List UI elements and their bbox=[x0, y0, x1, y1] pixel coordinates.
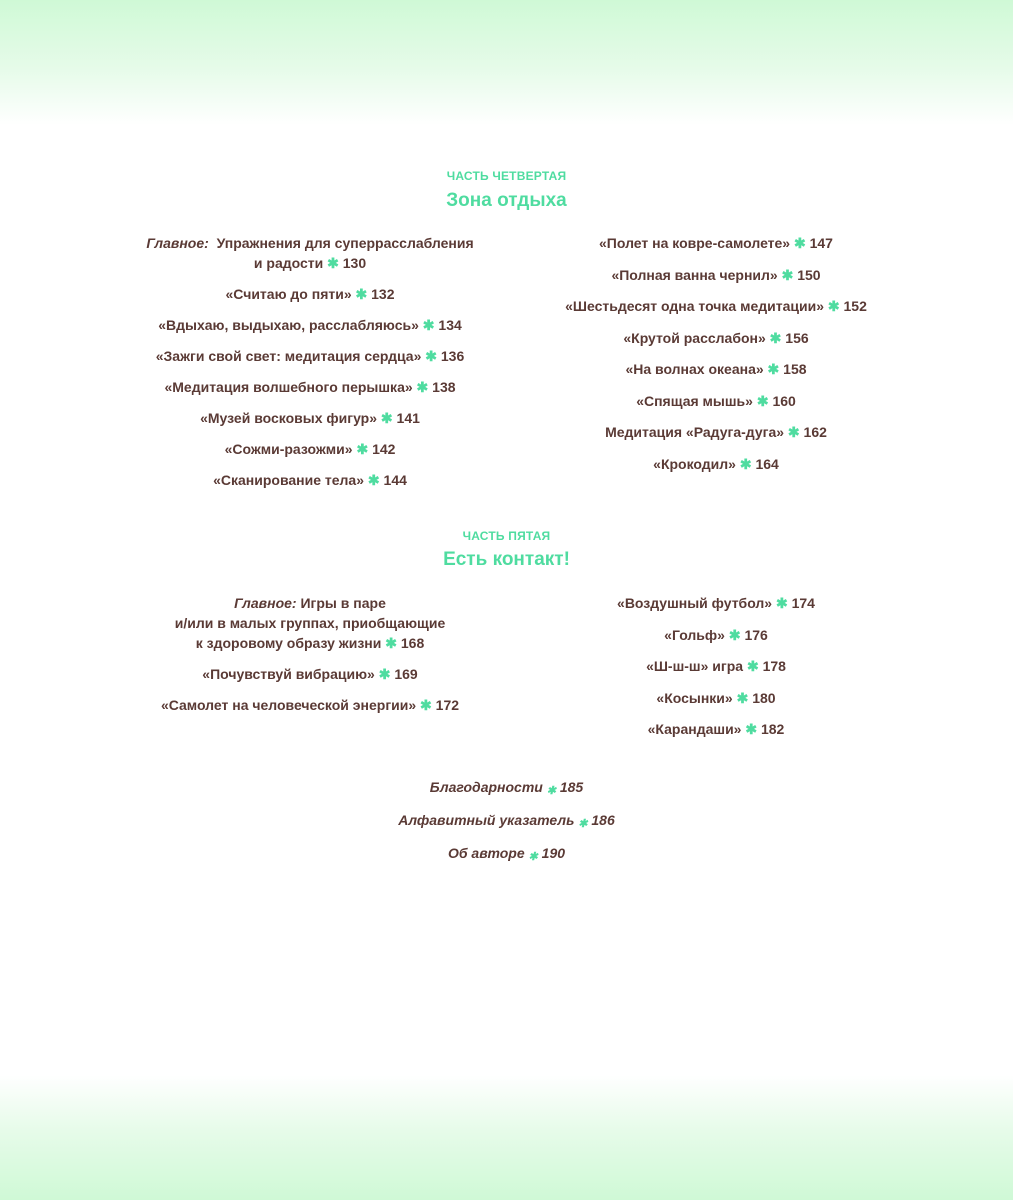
toc-entry[interactable] bbox=[506, 454, 926, 474]
entry-title: «Крутой расслабон» bbox=[623, 329, 766, 346]
entry-title: «Почувствуй вибрацию» bbox=[202, 666, 375, 682]
entry-title: «Зажги свой свет: медитация сердца» bbox=[155, 348, 422, 364]
entry-title: Медитация «Радуга-дуга» bbox=[605, 424, 785, 440]
page-number: 142 bbox=[372, 441, 396, 457]
asterisk-icon: ✱ bbox=[367, 472, 380, 488]
page-number: 150 bbox=[797, 266, 821, 283]
page-number: 186 bbox=[591, 812, 615, 828]
toc-entry[interactable] bbox=[506, 233, 926, 253]
asterisk-icon: ✱ bbox=[356, 441, 369, 457]
toc-entry[interactable] bbox=[506, 265, 926, 285]
back-matter-entry[interactable] bbox=[0, 806, 1013, 839]
entry-title: «Полет на ковре-самолете» bbox=[599, 235, 791, 251]
part5-left-column bbox=[100, 593, 520, 726]
asterisk-icon: ✱ bbox=[528, 851, 538, 863]
asterisk-icon: ✱ bbox=[736, 689, 749, 706]
entry-title: «Шестьдесят одна точка медитации» bbox=[565, 298, 824, 314]
toc-entry[interactable] bbox=[506, 688, 926, 708]
entry-title: «Гольф» bbox=[664, 626, 725, 643]
page-number: 180 bbox=[752, 689, 776, 706]
asterisk-icon: ✱ bbox=[793, 235, 806, 251]
toc-entry[interactable] bbox=[506, 656, 926, 676]
entry-title: Алфавитный указатель bbox=[398, 812, 575, 828]
asterisk-icon: ✱ bbox=[378, 666, 391, 682]
toc-entry[interactable] bbox=[506, 359, 926, 379]
page-number: 156 bbox=[785, 329, 809, 346]
toc-entry[interactable] bbox=[506, 593, 926, 613]
main-line1: Игры в паре bbox=[300, 595, 386, 611]
page-number: 172 bbox=[435, 697, 460, 713]
main-line1: Упражнения для суперрасслабления bbox=[216, 235, 474, 251]
toc-entry[interactable] bbox=[506, 296, 926, 316]
page-number: 160 bbox=[772, 392, 796, 409]
asterisk-icon: ✱ bbox=[745, 721, 758, 737]
toc-entry[interactable] bbox=[506, 328, 926, 348]
page-number: 162 bbox=[803, 424, 827, 440]
toc-entry[interactable] bbox=[100, 695, 520, 715]
main-lead: Главное: bbox=[234, 595, 297, 611]
entry-title: Об авторе bbox=[447, 845, 525, 861]
entry-title: Благодарности bbox=[429, 779, 543, 795]
entry-title: «Сожми-разожми» bbox=[224, 441, 353, 457]
asterisk-icon: ✱ bbox=[416, 379, 429, 395]
main-line2: и радости bbox=[253, 255, 324, 271]
toc-entry[interactable] bbox=[100, 315, 520, 335]
asterisk-icon: ✱ bbox=[355, 286, 368, 302]
page-number: 169 bbox=[394, 666, 418, 682]
asterisk-icon: ✱ bbox=[327, 255, 339, 271]
page-number: 130 bbox=[342, 255, 367, 271]
part5-main-entry[interactable] bbox=[100, 593, 520, 653]
back-matter-entry[interactable] bbox=[0, 773, 1013, 806]
page-number: 182 bbox=[760, 721, 785, 737]
entry-title: «Ш-ш-ш» игра bbox=[646, 658, 744, 674]
part4-title: Зона отдыха bbox=[446, 190, 567, 211]
part5-title: Есть контакт! bbox=[443, 549, 570, 570]
asterisk-icon: ✱ bbox=[767, 361, 780, 377]
toc-entry[interactable] bbox=[100, 439, 520, 459]
toc-entry[interactable] bbox=[100, 346, 520, 366]
page-number: 132 bbox=[371, 286, 395, 302]
toc-entry[interactable] bbox=[100, 377, 520, 397]
part5-label: ЧАСТЬ ПЯТАЯ bbox=[462, 529, 551, 543]
main-lead: Главное: bbox=[146, 235, 209, 251]
page-number: 152 bbox=[843, 298, 867, 314]
entry-title: «Самолет на человеческой энергии» bbox=[160, 697, 417, 713]
entry-title: «Вдыхаю, выдыхаю, расслабляюсь» bbox=[158, 317, 419, 333]
asterisk-icon: ✱ bbox=[756, 392, 769, 409]
asterisk-icon: ✱ bbox=[728, 626, 741, 643]
main-line3: к здоровому образу жизни bbox=[195, 635, 382, 651]
asterisk-icon: ✱ bbox=[578, 818, 588, 830]
asterisk-icon: ✱ bbox=[425, 348, 437, 364]
main-line2: и/или в малых группах, приобщающие bbox=[174, 615, 446, 631]
entry-title: «Медитация волшебного перышка» bbox=[164, 379, 413, 395]
part4-label: ЧАСТЬ ЧЕТВЕРТАЯ bbox=[446, 169, 567, 183]
entry-title: «Карандаши» bbox=[647, 721, 742, 737]
page-number: 138 bbox=[432, 379, 456, 395]
toc-entry[interactable] bbox=[100, 664, 520, 684]
asterisk-icon: ✱ bbox=[769, 329, 782, 346]
entry-title: «Косынки» bbox=[656, 689, 733, 706]
entry-title: «На волнах океана» bbox=[625, 361, 764, 377]
asterisk-icon: ✱ bbox=[422, 317, 435, 333]
page-number: 144 bbox=[383, 472, 407, 488]
page-number: 190 bbox=[541, 845, 566, 861]
asterisk-icon: ✱ bbox=[787, 424, 800, 440]
back-matter-list bbox=[0, 773, 1013, 872]
toc-entry[interactable] bbox=[506, 391, 926, 411]
toc-entry[interactable] bbox=[100, 408, 520, 428]
entry-title: «Музей восковых фигур» bbox=[200, 410, 378, 426]
asterisk-icon: ✱ bbox=[781, 266, 794, 283]
asterisk-icon: ✱ bbox=[546, 785, 556, 797]
entry-title: «Полная ванна чернил» bbox=[611, 266, 778, 283]
toc-entry[interactable] bbox=[100, 470, 520, 490]
bottom-gradient-band bbox=[0, 1075, 1013, 1200]
page-number: 164 bbox=[755, 455, 779, 472]
part4-right-column bbox=[506, 233, 926, 485]
asterisk-icon: ✱ bbox=[775, 595, 788, 611]
toc-entry[interactable] bbox=[506, 625, 926, 645]
asterisk-icon: ✱ bbox=[420, 697, 432, 713]
back-matter-entry[interactable] bbox=[0, 839, 1013, 872]
part4-main-entry[interactable] bbox=[100, 233, 520, 273]
toc-entry[interactable] bbox=[506, 422, 926, 442]
entry-title: «Считаю до пяти» bbox=[225, 286, 352, 302]
part5-right-column bbox=[506, 593, 926, 751]
page-number: 136 bbox=[440, 348, 465, 364]
page-number: 147 bbox=[809, 235, 833, 251]
entry-title: «Воздушный футбол» bbox=[617, 595, 773, 611]
top-gradient-band bbox=[0, 0, 1013, 125]
page-number: 178 bbox=[762, 658, 786, 674]
page-number: 141 bbox=[396, 410, 420, 426]
toc-entry[interactable] bbox=[100, 284, 520, 304]
entry-title: «Крокодил» bbox=[653, 455, 736, 472]
page-number: 176 bbox=[744, 626, 768, 643]
asterisk-icon: ✱ bbox=[827, 298, 840, 314]
asterisk-icon: ✱ bbox=[739, 455, 752, 472]
page-number: 174 bbox=[791, 595, 815, 611]
page-number: 185 bbox=[559, 779, 584, 795]
page-number: 168 bbox=[400, 635, 425, 651]
asterisk-icon: ✱ bbox=[385, 635, 397, 651]
part4-left-column bbox=[100, 233, 520, 501]
asterisk-icon: ✱ bbox=[746, 658, 759, 674]
page-number: 158 bbox=[783, 361, 807, 377]
entry-title: «Спящая мышь» bbox=[636, 392, 753, 409]
entry-title: «Сканирование тела» bbox=[213, 472, 365, 488]
toc-entry[interactable] bbox=[506, 719, 926, 739]
asterisk-icon: ✱ bbox=[380, 410, 393, 426]
page-number: 134 bbox=[438, 317, 462, 333]
